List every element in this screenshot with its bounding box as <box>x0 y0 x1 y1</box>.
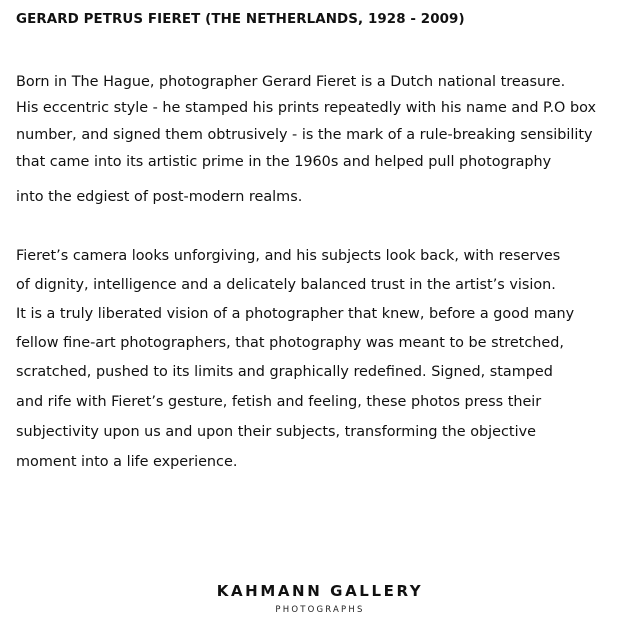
paragraph-1-line: His eccentric style - he stamped his prints repeatedly with his name and P.O box <box>16 100 596 116</box>
paragraph-1-line: Born in The Hague, photographer Gerard Fieret is a Dutch national treasure. <box>16 74 566 90</box>
paragraph-1-line: that came into its artistic prime in the 1960s and helped pull photography <box>16 154 552 170</box>
paragraph-1-line: number, and signed them obtrusively - is the mark of a rule-breaking sensibility <box>16 127 593 143</box>
paragraph-2-line: Fieret’s camera looks unforgiving, and his subjects look back, with reserves <box>16 248 561 264</box>
paragraph-2-line: fellow fine-art photographers, that photography was meant to be stretched, <box>16 335 564 351</box>
paragraph-2-line: and rife with Fieret’s gesture, fetish and feeling, these photos press their <box>16 394 542 410</box>
paragraph-2-line: of dignity, intelligence and a delicately balanced trust in the artist’s vision. <box>16 277 556 293</box>
paragraph-2-line: moment into a life experience. <box>16 454 238 470</box>
paragraph-1-line: into the edgiest of post-modern realms. <box>16 189 303 205</box>
gallery-tagline: PHOTOGRAPHS <box>275 605 365 615</box>
paragraph-2-line: scratched, pushed to its limits and graphically redefined. Signed, stamped <box>16 364 553 380</box>
page-title: GERARD PETRUS FIERET (THE NETHERLANDS, 1928 - 2009) <box>16 12 465 27</box>
paragraph-2-line: It is a truly liberated vision of a photographer that knew, before a good many <box>16 306 575 322</box>
gallery-name: KAHMANN GALLERY <box>216 582 424 600</box>
gallery-logo <box>0 580 640 616</box>
paragraph-2-line: subjectivity upon us and upon their subjects, transforming the objective <box>16 424 536 440</box>
